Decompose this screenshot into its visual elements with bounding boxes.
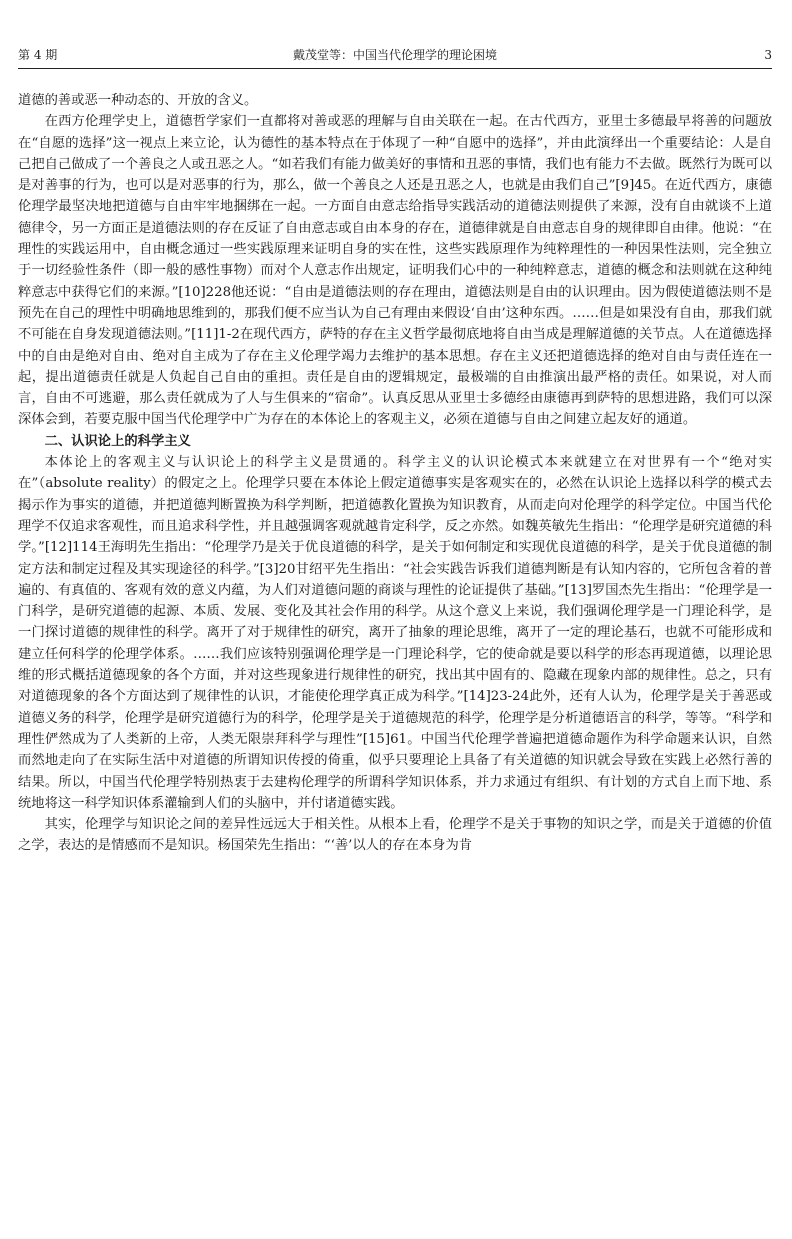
paragraph-scientism: 本体论上的客观主义与认识论上的科学主义是贯通的。科学主义的认识论模式本来就建立在对世界有一个“绝对实在”（absolute reality）的假定之上。伦理学只要在本体论上假定道德事实是客观实在的，必然在认识论上选择以科学的模式去揭示作为事实的道德，并把道德判断置换为科学判断，把道德教化置换为知识教育，从而走向对伦理学的科学定位。中国当代伦理学不仅追求客观性，而且追求科学性，并且越强调客观就越肯定科学，反之亦然。如魏英敏先生指出：“伦理学是研究道德的科学。”[12]114王海明先生指出：“伦理学乃是关于优良道德的科学，是关于如何制定和实现优良道德的科学，是关于优良道德的制定方法和制定过程及其实现途径的科学。”[3]20甘绍平先生指出：“社会实践告诉我们道德判断是有认知内容的，它所包含着的普遍的、有真值的、客观有效的意义内蕴，为人们对道德问题的商谈与理性的论证提供了基础。”[13]罗国杰先生指出：“伦理学是一门科学，是研究道德的起源、本质、发展、变化及其社会作用的科学。从这个意义上来说，我们强调伦理学是一门理论科学，是一门探讨道德的规律性的科学。离开了对于规律性的研究，离开了抽象的理论思维，离开了一定的理论基石，也就不可能形成和建立任何科学的伦理学体系。……我们应该特别强调伦理学是一门理论科学，它的使命就是要以科学的形态再现道德，以理论思维的形式概括道德现象的各个方面，并对这些现象进行规律性的研究，找出其中固有的、隐藏在现象内部的规律性。总之，只有对道德现象的各个方面达到了规律性的认识，才能使伦理学真正成为科学。”[14]23-24此外，还有人认为，伦理学是关于善恶或道德义务的科学，伦理学是研究道德行为的科学，伦理学是关于道德规范的科学，伦理学是分析道德语言的科学，等等。“科学和理性俨然成为了人类新的上帝，人类无限崇拜科学与理性”[15]61。中国当代伦理学普遍把道德命题作为科学命题来认识，自然而然地走向了在实际生活中对道德的所谓知识传授的倚重，似乎只要理论上具备了有关道德的知识就会导致在实践上必然行善的结果。所以，中国当代伦理学特别热衷于去建构伦理学的所谓科学知识体系，并力求通过有组织、有计划的方式自上而下地、系统地将这一科学知识体系灌输到人们的头脑中，并付诸道德实践。	[18, 455, 772, 811]
article-body	[18, 90, 772, 857]
section-heading: 二、认识论上的科学主义	[44, 433, 191, 449]
header-rule	[18, 68, 772, 69]
running-header	[18, 44, 772, 66]
paragraph-continuation: 道德的善或恶一种动态的、开放的含义。	[18, 93, 258, 108]
paragraph-ethics-vs-knowledge: 其实，伦理学与知识论之间的差异性远远大于相关性。从根本上看，伦理学不是关于事物的知识之学，而是关于道德的价值之学，表达的是情感而不是知识。杨国荣先生指出：“‘善’以人的存在本身为肯	[18, 817, 772, 854]
paragraph-freedom: 在西方伦理学史上，道德哲学家们一直都将对善或恶的理解与自由关联在一起。在古代西方，亚里士多德最早将善的问题放在“自愿的选择”这一视点上来立论，认为德性的基本特点在于体现了一种“自愿中的选择”，并由此演绎出一个重要结论：人是自己把自己做成了一个善良之人或丑恶之人。“如若我们有能力做美好的事情和丑恶的事情，我们也有能力不去做。既然行为既可以是对善事的行为，也可以是对恶事的行为，那么，做一个善良之人还是丑恶之人，也就是由我们自己”[9]45。在近代西方，康德伦理学最坚决地把道德与自由牢牢地捆绑在一起。一方面自由意志给指导实践活动的道德法则提供了来源，没有自由就谈不上道德律令，另一方面正是道德法则的存在反证了自由意志或自由本身的存在，道德律就是自由意志自身的规律即自由律。他说：“在理性的实践运用中，自由概念通过一些实践原理来证明自身的实在性，这些实践原理作为纯粹理性的一种因果性法则，完全独立于一切经验性条件（即一般的感性事物）而对个人意志作出规定，证明我们心中的一种纯粹意志，道德的概念和法则就在这种纯粹意志中获得它们的来源。”[10]228他还说：“自由是道德法则的存在理由，道德法则是自由的认识理由。因为假使道德法则不是预先在自己的理性中明确地思维到的，那我们便不应当认为自己有理由来假设‘自由’这种东西。……但是如果没有自由，那我们就不可能在自身发现道德法则。”[11]1-2在现代西方，萨特的存在主义哲学最彻底地将自由当成是理解道德的关节点。人在道德选择中的自由是绝对自由、绝对自主成为了存在主义伦理学竭力去维护的基本思想。存在主义还把道德选择的绝对自由与责任连在一起，提出道德责任就是人负起自己自由的重担。责任是自由的逻辑规定，最极端的自由推演出最严格的责任。如果说，对人而言，自由不可逃避，那么责任就成为了人与生俱来的“宿命”。认真反思从亚里士多德经由康德再到萨特的思想进路，我们可以深深体会到，若要克服中国当代伦理学中广为存在的本体论上的客观主义，必须在道德与自由之间建立起友好的通道。	[18, 114, 772, 428]
running-title: 戴茂堂等：中国当代伦理学的理论困境	[292, 48, 497, 62]
page-number: 3	[764, 48, 772, 62]
issue-label: 第 4 期	[18, 48, 58, 62]
